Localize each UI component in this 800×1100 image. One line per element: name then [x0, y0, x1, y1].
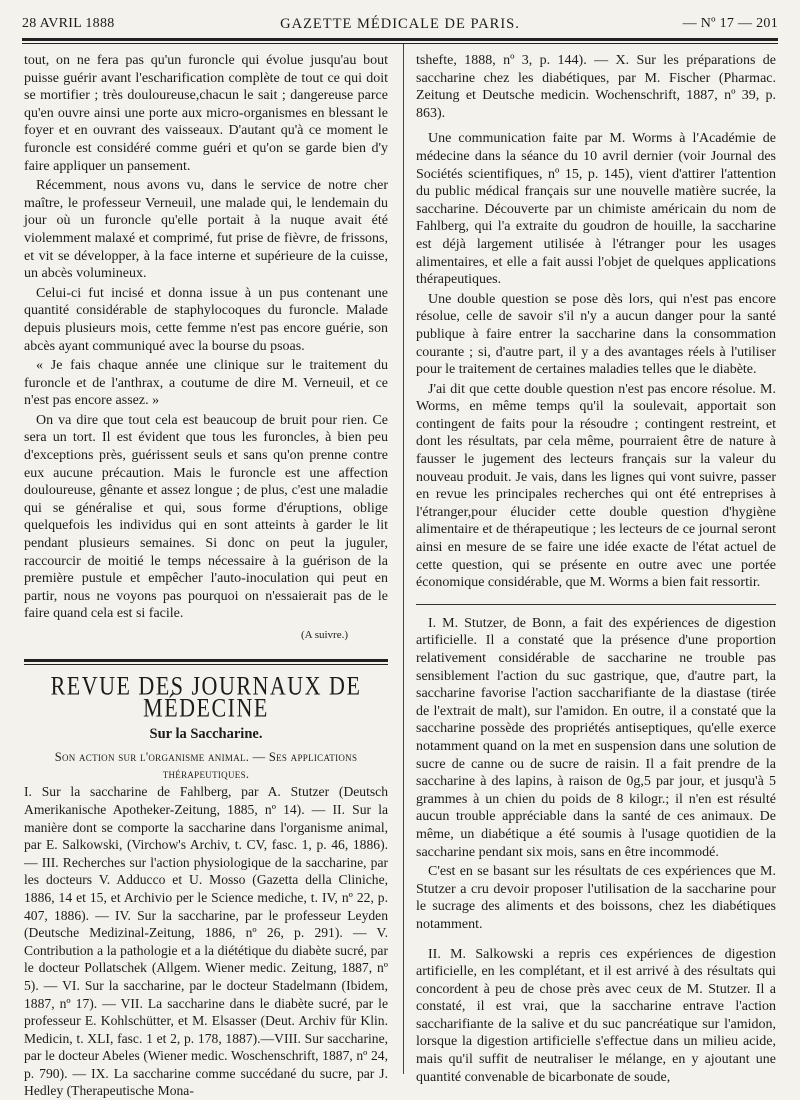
- header-page-number: — Nº 17 — 201: [682, 16, 778, 31]
- right-paragraph-1: Une communication faite par M. Worms à l'Académie de médecine dans la séance du 10 avril dernier (voir Journal des Sociétés scientifiques, nº 15, p. 145), vient d'attirer l'attention du public médical français sur une nouvelle matière sucrée, la saccharine. Découverte par un chimiste américain du nom de Fahlberg, qui l'a extraite du goudron de houille, la saccharine est déjà largement utilisée à l'étranger pour les usages alimentaires, et elle a fait aussi l'objet de quelques applications thérapeutiques.: [416, 131, 776, 288]
- article-subtitle: Son action sur l'organisme animal. — Ses applications thérapeutiques.: [54, 750, 358, 782]
- right-paragraph-2: Une double question se pose dès lors, qui n'est pas encore résolue, celle de savoir s'il n'y a aucun danger pour la santé publique à faire entrer la saccharine dans la consommation courante ; si, d'autre part, il y a des avantages réels à l'utiliser pour le traitement de certaines maladies telles que le diabète.: [416, 291, 776, 378]
- right-paragraph-6: II. M. Salkowski a repris ces expériences de digestion artificielle, en les complétant, et il est arrivé à des résultats qui concordent à peu de chose près avec ceux de M. Stutzer. Il a constaté, il est vrai, que la saccharine entrave l'action saccharifiante de la salive et du suc pancréatique sur l'amidon, lorsque la digestion artificielle s'effectue dans un milieu acide, mais qu'il suffit de neutraliser le mélange, en y ajoutant une quantité convenable de bicarbonate de soude,: [416, 946, 776, 1085]
- section-rule: [24, 659, 388, 662]
- left-paragraph-5: On va dire que tout cela est beaucoup de bruit pour rien. Ce sera un tort. Il est évident que tous les furoncles, à bien peu d'exceptions près, guérissent seuls et sans qu'on prenne contre eux aucune précaution. Mais le furoncle est une affection douloureuse, gênante et assez longue ; de plus, c'est une maladie qui se généralise et qui, sous forme d'éruptions, oblige quelquefois les individus qui en sont atteints à garder le lit pendant plusieurs semaines. Si donc on peut la juguler, raccourcir de moitié le temps nécessaire à la guérison de la première pustule et empêcher l'auto-inoculation qui peut en partir, nous ne voyons pas pourquoi on n'essaierait pas de le faire quand cela est si facile.: [24, 412, 388, 622]
- header-title: GAZETTE MÉDICALE DE PARIS.: [280, 16, 520, 32]
- left-paragraph-3: Celui-ci fut incisé et donna issue à un pus contenant une quantité considérable de staphylocoques du furoncle. Malade depuis plusieurs mois, cette femme n'est pas encore guérie, son abcès ayant communiqué avec la bourse du psoas.: [24, 285, 388, 354]
- left-paragraph-4: « Je fais chaque année une clinique sur le traitement du furoncle et de l'anthrax, a coutume de dire M. Verneuil, et ce n'est pas encore assez. »: [24, 358, 388, 409]
- right-column: [416, 52, 776, 1086]
- article-title: Sur la Saccharine.: [149, 725, 263, 742]
- right-paragraph-3: J'ai dit que cette double question n'est pas encore résolue. M. Worms, en même temps qu'il la soulevait, apportait son contingent de faits pour la résoudre ; contingent restreint, et dont les résultats, par cela même, pourraient être de nature à fausser le jugement des lecteurs français sur la valeur du nouveau produit. Je vais, dans les lignes qui vont suivre, passer en revue les principales recherches qui ont été entreprises à l'étranger,pour élucider cette double question d'hygiène alimentaire et de thérapeutique ; les lecteurs de ce journal seront ainsi en mesure de se faire une idée exacte de l'état actuel de cette question, qui se présente en outre avec une portée économique considérable, que M. Worms a bien fait ressortir.: [416, 381, 776, 591]
- header-rule-thin: [22, 43, 778, 44]
- right-references-continued: tshefte, 1888, nº 3, p. 144). — X. Sur les préparations de saccharine chez les diabétiques, par M. Fischer (Pharmac. Zeitung et Deutsche medicin. Wochenschrift, 1887, nº 39, p. 863).: [416, 53, 776, 121]
- header-rule: [22, 38, 778, 41]
- left-paragraph-1: tout, on ne fera pas qu'un furoncle qui évolue jusqu'au bout puisse guérir avant l'escharification complète de tout ce qui doit se mortifier ; très douloureuse,chacun le sait ; dangereuse parce qu'en ouvre ainsi une porte aux micro-organismes en blessant le foyer et en ouvrant des vaisseaux. D'autant qu'à ce moment le furoncle est considéré comme guéri et qu'on se garde bien d'y faire appliquer un pansement.: [24, 53, 388, 174]
- left-column: [24, 52, 388, 1100]
- right-paragraph-5: C'est en se basant sur les résultats de ces expériences que M. Stutzer a cru devoir proposer l'utilisation de la saccharine pour le sucrage des aliments et des boissons, chez les diabétiques notamment.: [416, 864, 776, 932]
- header-date: 28 AVRIL 1888: [22, 16, 115, 31]
- references-list: I. Sur la saccharine de Fahlberg, par A. Stutzer (Deutsch Amerikanische Apotheker-Zeitung, 1885, nº 14). — II. Sur la manière dont se comporte la saccharine dans l'organisme animal, par E. Salkowski, (Virchow's Archiv, t. CV, fasc. 1, p. 46, 1886). — III. Recherches sur l'action physiologique de la saccharine, par les docteurs V. Adducco et U. Mosso (Gazetta della Cliniche, 1886, 14 et 15, et Archivio per le Science mediche, t. IV, nº 22, p. 407, 1886). — IV. Sur la saccharine, par le professeur Leyden (Deutsche Medizinal-Zeitung, 1886, nº 26, p. 291). — V. Contribution a la pathologie et a la diététique du diabète sucré, par le docteur Pollatschek (Allgem. Wiener medic. Zeitung, 1887, nº 5). — VI. Sur la saccharine, par le docteur Stadelmann (Ibidem, 1887, nº 17). — VII. La saccharine dans le diabète sucré, par le professeur E. Kohlschütter, et M. Elsasser (Deut. Archiv für Klin. Medicin, t. XLI, fasc. 1 et 2, p. 178, 1887).—VIII. Sur saccharine, par le docteur Abeles (Wiener medic. Woschenschrift, 1887, nº 24, p. 790). — IX. La saccharine comme succédané du sucre, par J. Hedley (Therapeutische Mona-: [24, 784, 388, 1099]
- left-paragraph-2: Récemment, nous avons vu, dans le service de notre cher maître, le professeur Verneuil, une malade qui, le lendemain du jour où un furoncle qu'elle portait à la nuque avait été violemment malaxé et comprimé, fut prise de fièvre, de frissons, et vit se développer, à la face interne et supérieure de la cuisse, un abcès volumineux.: [24, 178, 388, 282]
- section-rule-thin: [24, 664, 388, 665]
- section-title: REVUE DES JOURNAUX DE MÉDECINE: [50, 670, 362, 722]
- right-section-rule: [416, 604, 776, 605]
- to-be-continued: (A suivre.): [300, 629, 348, 641]
- column-divider: [403, 44, 404, 1074]
- page-header: [22, 14, 778, 36]
- right-paragraph-4: I. M. Stutzer, de Bonn, a fait des expériences de digestion artificielle. Il a constaté que la présence d'une proportion relativement considérable de saccharine ne trouble pas sensiblement l'action du suc gastrique, que, d'autre part, la saccharine favorise l'action saccharifiante de la diastase (tirée de l'extrait de malt), sur l'amidon. En outre, il a constaté que la saccharine possède des propriétés antiseptiques, qu'elle exerce notamment quand on la met en suspension dans une solution de sucre de canne ou de sucre de raisin. Il a fait prendre de la saccharine à des lapins, à raison de 0g,5 par jour, et jusqu'à 5 grammes à un chien du poids de 8 kilogr.; il n'en est résulté aucun trouble appréciable dans la santé de ces animaux. De même, un diabétique a été soumis à l'usage quotidien de la saccharine pendant six mois, sans en être incommodé.: [416, 615, 776, 860]
